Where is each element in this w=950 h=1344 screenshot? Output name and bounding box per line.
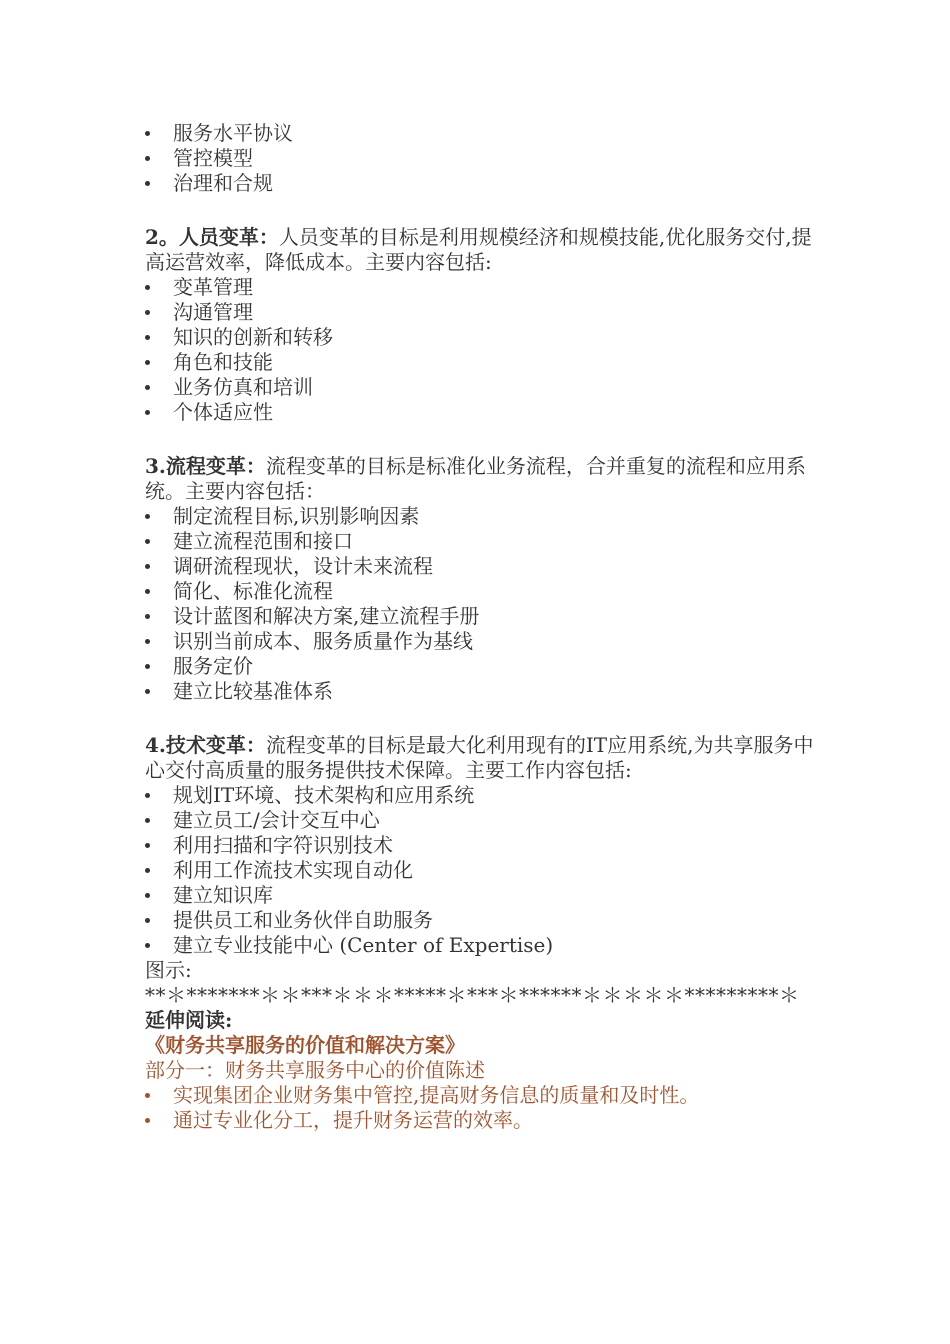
list-item: 服务定价 (145, 654, 815, 679)
bullet-icon (145, 868, 150, 873)
list-item: 利用扫描和字符识别技术 (145, 833, 815, 858)
bullet-icon (145, 181, 150, 186)
bullet-icon (145, 156, 150, 161)
extended-list (145, 1083, 815, 1133)
bullet-icon (145, 918, 150, 923)
bullet-icon (145, 131, 150, 136)
bullet-icon (145, 664, 150, 669)
bullet-icon (145, 1093, 150, 1098)
bullet-icon (145, 514, 150, 519)
extended-reading-label: 延伸阅读: (145, 1008, 233, 1032)
section4-heading: 4.技术变革： (145, 733, 266, 757)
section2-list (145, 275, 815, 425)
bullet-icon (145, 360, 150, 365)
list-item: 简化、标准化流程 (145, 579, 815, 604)
bullet-icon (145, 893, 150, 898)
bullet-icon (145, 335, 150, 340)
bullet-icon (145, 639, 150, 644)
section4-list (145, 783, 815, 958)
section3-text: 流程变革的目标是标准化业务流程，合并重复的流程和应用系统。主要内容包括： (145, 454, 806, 503)
figure-placeholder-stars: **＊*******＊＊***＊＊＊*****＊***＊******＊＊＊＊＊*********＊ (145, 983, 800, 1007)
section3-paragraph (145, 454, 815, 504)
list-item: 建立流程范围和接口 (145, 529, 815, 554)
part-title: 部分一：财务共享服务中心的价值陈述 (145, 1058, 485, 1082)
section2-heading: 2。人员变革： (145, 225, 279, 249)
bullet-icon (145, 385, 150, 390)
bullet-icon (145, 689, 150, 694)
section2-text: 人员变革的目标是利用规模经济和规模技能,优化服务交付,提高运营效率，降低成本。主要内容包括: (145, 225, 812, 274)
list-item: 制定流程目标,识别影响因素 (145, 504, 815, 529)
list-item: 通过专业化分工，提升财务运营的效率。 (145, 1108, 815, 1133)
list-item: 治理和合规 (145, 171, 815, 196)
section4-paragraph (145, 733, 815, 783)
bullet-icon (145, 410, 150, 415)
bullet-icon (145, 564, 150, 569)
list-item: 调研流程现状，设计未来流程 (145, 554, 815, 579)
bullet-icon (145, 793, 150, 798)
list-item: 业务仿真和培训 (145, 375, 815, 400)
list-item: 个体适应性 (145, 400, 815, 425)
list-item: 建立知识库 (145, 883, 815, 908)
section2-paragraph (145, 225, 815, 275)
list-item: 知识的创新和转移 (145, 325, 815, 350)
list-item: 沟通管理 (145, 300, 815, 325)
bullet-icon (145, 843, 150, 848)
list-item: 变革管理 (145, 275, 815, 300)
list-item: 角色和技能 (145, 350, 815, 375)
list-item: 识别当前成本、服务质量作为基线 (145, 629, 815, 654)
section4-text: 流程变革的目标是最大化利用现有的IT应用系统,为共享服务中心交付高质量的服务提供技术保障。主要工作内容包括: (145, 733, 814, 782)
section3-list (145, 504, 815, 704)
list-item: 建立员工/会计交互中心 (145, 808, 815, 833)
list-item: 建立专业技能中心 (Center of Expertise) (145, 933, 815, 958)
bullet-icon (145, 285, 150, 290)
document-page (145, 121, 815, 1133)
list-item: 实现集团企业财务集中管控,提高财务信息的质量和及时性。 (145, 1083, 815, 1108)
bullet-icon (145, 818, 150, 823)
bullet-icon (145, 943, 150, 948)
list-item: 规划IT环境、技术架构和应用系统 (145, 783, 815, 808)
list-item: 提供员工和业务伙伴自助服务 (145, 908, 815, 933)
list-item: 设计蓝图和解决方案,建立流程手册 (145, 604, 815, 629)
list-item: 服务水平协议 (145, 121, 815, 146)
figure-label: 图示: (145, 958, 192, 982)
section3-heading: 3.流程变革： (145, 454, 266, 478)
section1-list (145, 121, 815, 196)
bullet-icon (145, 589, 150, 594)
list-item: 管控模型 (145, 146, 815, 171)
list-item: 利用工作流技术实现自动化 (145, 858, 815, 883)
book-title-link[interactable]: 《财务共享服务的价值和解决方案》 (145, 1033, 465, 1057)
bullet-icon (145, 539, 150, 544)
bullet-icon (145, 310, 150, 315)
bullet-icon (145, 614, 150, 619)
list-item: 建立比较基准体系 (145, 679, 815, 704)
bullet-icon (145, 1118, 150, 1123)
